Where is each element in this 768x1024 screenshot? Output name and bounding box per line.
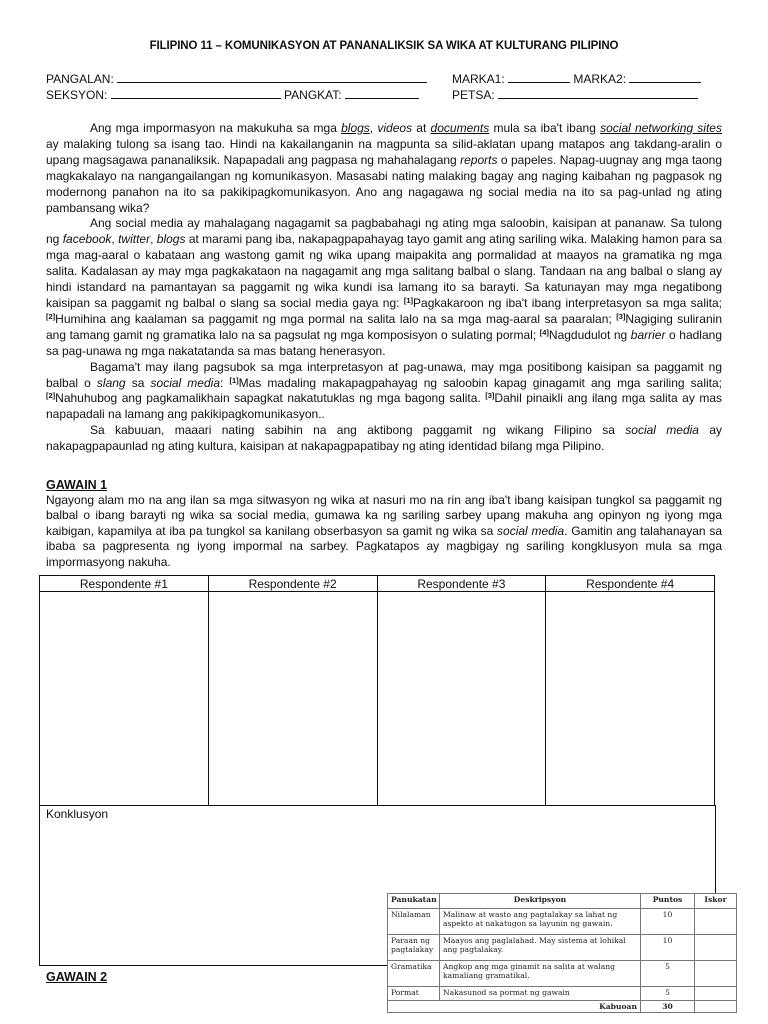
rubric-criterion: Nilalaman [388,909,440,935]
p3-text-h: Dahil pinaikli ang ilang mga salita ay mas napapadali na lamang ang pakikipagkomunikasyon.. [46,391,722,422]
p1-text-d: videos [377,121,413,135]
seksyon-label: SEKSYON: [46,88,108,102]
p1-text-e: at [412,121,431,135]
respondent-header-1: Respondente #1 [40,576,209,592]
rubric-header-panukatan: Panukatan [388,894,440,909]
rubric-score-cell[interactable] [695,935,737,961]
paragraph-3 [46,360,722,424]
respondent-answer-row [40,592,715,806]
petsa-field[interactable] [498,88,698,99]
pangkat-label: PANGKAT: [284,88,342,102]
marka2-field[interactable] [629,72,701,83]
respondent-header-3: Respondente #3 [377,576,546,592]
rubric-row [388,961,737,987]
respondent-header-2: Respondente #2 [208,576,377,592]
gawain1-heading: GAWAIN 1 [46,478,108,492]
rubric-description: Malinaw at wasto ang pagtalakay sa lahat ng aspekto at nakatugon sa layunin ng gawain. [440,909,641,935]
marka1-field[interactable] [508,72,570,83]
paragraph-4 [46,423,722,455]
rubric-criterion: Pormat [388,987,440,1001]
rubric-description: Maayos ang paglalahad. May sistema at lohikal ang pagtalakay. [440,935,641,961]
p2-marker-4: [4] [539,327,549,337]
rubric-row [388,909,737,935]
p2-text-g: at marami pang iba, nakapagpapahayag tayo gamit ang ating sariling wika. Malaking hamon para sa mga mag-aaral o kabataan ang wastong gamit ng wika upang maipakita ang pormalidad at maayos na gramatika ng mga salita. Kadalasan ay may mga pagkakataon na nagagamit ang mga salitang balbal o slang. Tandaan na ang balbal o slang ay hindi istandard na pamantayan sa paggamit ng wika kundi isa lamang ito sa barayti. Sa katunayan may mga negatibong kaisipan sa paggamit ng balbal o slang sa social media gaya ng: [46,232,723,310]
p4-text-a: Sa kabuuan, maaari nating sabihin na ang aktibong paggamit ng wikang Filipino sa [90,423,626,438]
rubric-total-points: 30 [641,1001,695,1013]
rubric-criterion: Gramatika [388,961,440,987]
form-row-1-right [452,72,701,86]
form-row-2-right [452,88,698,102]
p1-text-j: reports [460,152,498,167]
reading-passage [46,121,722,455]
rubric-header-puntos: Puntos [641,894,695,909]
rubric-header-deskripsyon: Deskripsyon [440,894,641,909]
p2-text-l: barrier [630,327,666,342]
rubric-points: 5 [641,987,695,1001]
rubric-score-cell[interactable] [695,909,737,935]
gawain1-text-a: Ngayong alam mo na ang ilan sa mga sitwasyon ng wika at nasuri mo na rin ang iba't ibang kaisipan tungkol sa paggamit ng balbal o ibang barayti ng wika sa social media, gumawa ka ng sariling sarbey upang makuha ang opinyon ng iyong mga kaibigan, kapamilya at iba pa tungkol sa kanilang obserbasyon sa gamit ng wika sa [46,493,722,538]
p3-text-f: Mas madaling makapagpahayag ng saloobin kapag ginagamit ang mga sariling salita; [238,375,723,390]
gawain2-heading: GAWAIN 2 [46,970,108,984]
p1-text-c: , [369,121,378,135]
respondent-3-answer-cell[interactable] [377,592,546,806]
rubric-points: 10 [641,935,695,961]
pangalan-field[interactable] [117,72,427,83]
respondent-header-4: Respondente #4 [546,576,715,592]
p3-text-a: Bagama't may ilang pagsubok sa mga interpretasyon at pag-unawa, may mga positibong kaisipan sa paggamit ng balbal o [46,359,722,390]
rubric-total-score-cell[interactable] [695,1001,737,1013]
paragraph-2 [46,216,722,359]
p1-text-g: mula sa iba't ibang [489,121,601,135]
seksyon-field[interactable] [111,88,281,99]
p1-text-a: Ang mga impormasyon na makukuha sa mga [90,121,342,135]
rubric-score-cell[interactable] [695,987,737,1001]
gawain1-text-c: . Gamitin ang talahanayan sa ibaba sa pagpresenta ng iyong impormal na sarbey. Pagkatapos ay magbigay ng sariling kongklusyon mula sa mga impormasyong nakuha. [46,523,722,569]
rubric-points: 5 [641,961,695,987]
p2-text-b: facebook [62,232,112,247]
p2-text-a: Ang social media ay mahalagang nagagamit sa pagbabahagi ng ating mga saloobin, kaisipan at pananaw. Sa tulong ng [46,216,722,247]
rubric-row [388,935,737,961]
p1-text-f: documents [430,121,490,135]
marka2-label: MARKA2: [573,72,627,86]
worksheet-title: FILIPINO 11 – KOMUNIKASYON AT PANANALIKSIK SA WIKA AT KULTURANG PILIPINO [149,40,619,52]
rubric-table [387,893,737,1013]
paragraph-1 [46,121,722,216]
p1-text-h: social networking sites [600,121,722,135]
rubric-header-row [388,894,737,909]
p2-text-i: Humihina ang kaalaman sa paggamit ng mga pormal na salita lalo na sa mga mag-aaral sa paaralan; [55,311,617,326]
rubric-total-label: Kabuoan [388,1001,641,1013]
rubric-header-iskor: Iskor [695,894,737,909]
p3-marker-2: [2] [46,391,56,401]
konklusyon-label: Konklusyon [46,807,109,821]
p1-text-i: ay malaking tulong sa isang tao. Hindi na kakailanganin na magpunta sa silid-aklatan upang matapos ang takdang-aralin o upang magsagawa pananaliksik. Napapadali ang pagpasa ng mahahalagang [46,136,722,167]
form-row-1 [46,72,427,86]
gawain1-text-b: social media [497,523,565,538]
p2-text-k: Nagdudulot ng [548,327,631,342]
respondent-1-answer-cell[interactable] [40,592,209,806]
p1-text-b: blogs [341,121,370,135]
rubric-points: 10 [641,909,695,935]
rubric-description: Nakasunod sa pormat ng gawain [440,987,641,1001]
respondent-header-row [40,576,715,592]
petsa-label: PETSA: [452,88,495,102]
marka1-label: MARKA1: [452,72,505,86]
gawain1-instructions [46,493,722,570]
p3-text-g: Nahuhubog ang pagkamalikhain sapagkat nakatutuklas ng mga bagong salita. [55,391,486,406]
p2-text-h: Pagkakaroon ng iba't ibang interpretasyon sa mga salita; [413,295,722,310]
p3-text-b: slang [96,375,126,390]
rubric-criterion: Paraan ng pagtalakay [388,935,440,961]
p3-text-e: : [220,375,230,390]
p3-marker-1: [1] [229,375,239,385]
p2-text-c: , [111,232,119,247]
respondent-2-answer-cell[interactable] [208,592,377,806]
rubric-total-row [388,1001,737,1013]
rubric-row [388,987,737,1001]
respondent-4-answer-cell[interactable] [546,592,715,806]
p2-marker-3: [3] [616,311,626,321]
pangkat-field[interactable] [345,88,419,99]
respondent-table [39,575,715,806]
p2-marker-2: [2] [46,311,56,321]
p2-text-j: Nagiging suliranin ang tamang gamit ng gramatika lalo na sa pagsulat ng mga komposisyon o sulating pormal; [46,311,722,342]
p3-marker-3: [3] [485,391,495,401]
pangalan-label: PANGALAN: [46,72,114,86]
p2-text-m: o hadlang sa pag-unawa ng mga nakatatanda sa mas batang henerasyon. [46,327,722,358]
p4-text-c: ay nakapagpapaunlad ng ating kultura, kaisipan at nakapagpapatibay ng ating identidad bilang mga Pilipino. [46,423,722,454]
p2-text-d: twitter [118,232,151,247]
p2-text-f: blogs [156,232,186,247]
p4-text-b: social media [625,423,699,438]
form-row-2 [46,88,419,102]
p2-marker-1: [1] [403,295,414,305]
p2-text-e: , [150,232,157,247]
p3-text-c: sa [125,375,151,390]
p1-text-k: o papeles. Napag-uugnay ang mga taong magkakalayo na nangangailangan ng komunikasyon. Masasabi nating malaking bagay ang naging kaibahan ng pagpasok ng modernong panahon na ito sa pakikipagkomunikasyon. Ano ang nagagawa ng social media na ito sa pag-unlad ng ating pambansang wika? [46,152,723,215]
rubric-description: Angkop ang mga ginamit na salita at walang kamaliang gramatikal. [440,961,641,987]
rubric-score-cell[interactable] [695,961,737,987]
p3-text-d: social media [150,375,220,390]
